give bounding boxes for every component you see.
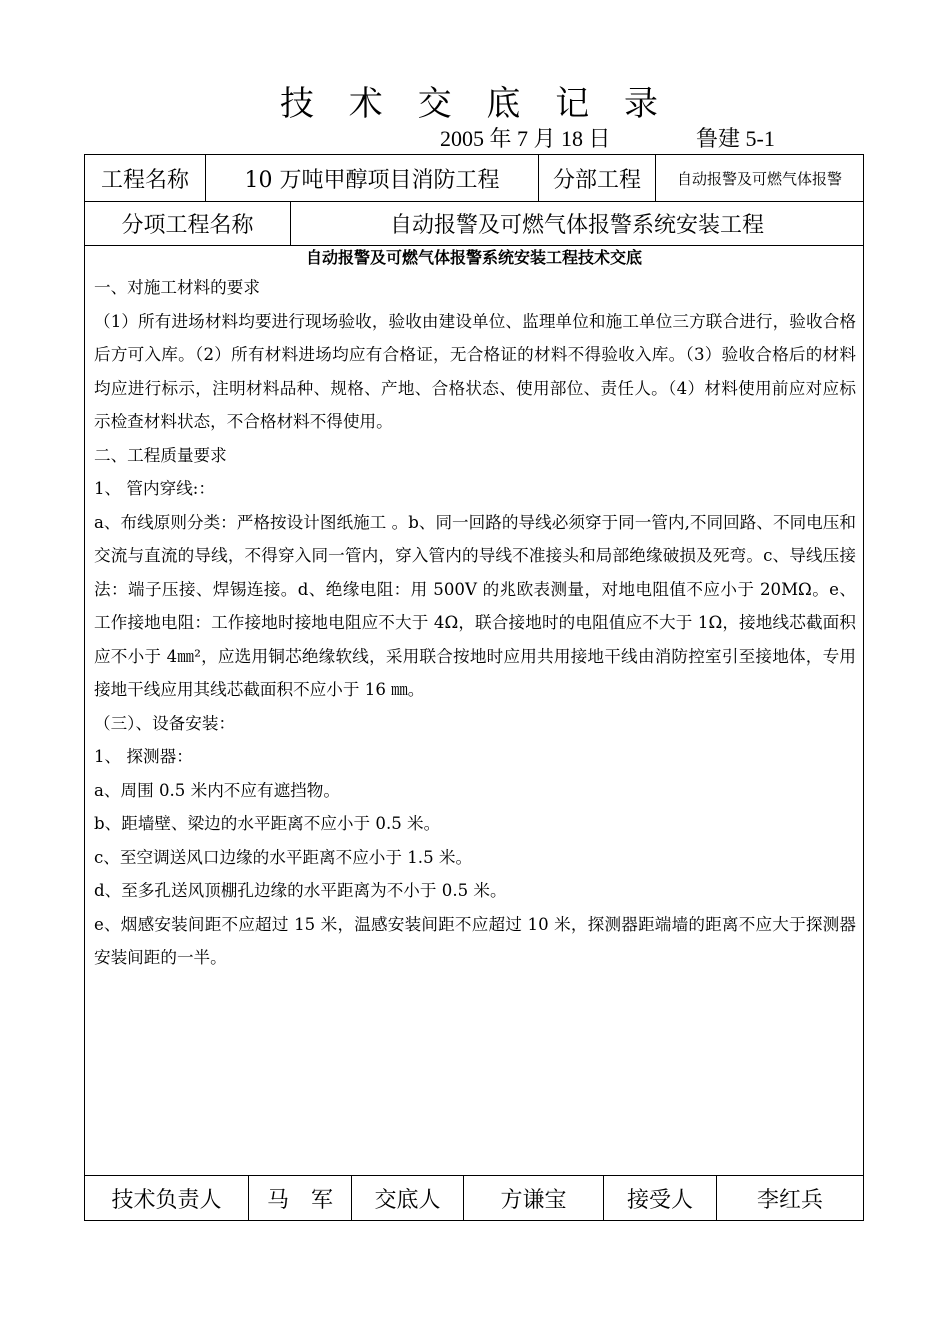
document-date: 2005 年 7 月 18 日 xyxy=(440,126,611,151)
date-line xyxy=(440,126,775,152)
section-heading: 一、对施工材料的要求 xyxy=(94,278,260,297)
project-name-value: 10 万吨甲醇项目消防工程 xyxy=(206,155,539,201)
list-item: e、烟感安装间距不应超过 15 米，温感安装间距不应超过 10 米，探测器距端墙的距离不应大于探测器安装间距的一半。 xyxy=(94,914,856,967)
sub-project-row xyxy=(85,202,863,246)
list-item: d、至多孔送风顶棚孔边缘的水平距离为不小于 0.5 米。 xyxy=(94,881,507,900)
disclosure-content xyxy=(85,246,863,1176)
paragraph: （1）所有进场材料均要进行现场验收，验收由建设单位、监理单位和施工单位三方联合进行，验收合格后方可入库。（2）所有材料进场均应有合格证，无合格证的材料不得验收入库。（3）验收合格后的材料均应进行标示，注明材料品种、规格、产地、合格状态、使用部位、责任人。（4）材料使用前应对应标示检查材料状态，不合格材料不得使用。 xyxy=(94,311,856,431)
receiver-name: 李红兵 xyxy=(756,1187,823,1213)
tech-lead-name: 马 军 xyxy=(249,1176,352,1220)
section-heading: 二、工程质量要求 xyxy=(94,445,227,465)
signature-row xyxy=(85,1176,863,1220)
list-item: b、距墙壁、梁边的水平距离不应小于 0.5 米。 xyxy=(94,814,441,833)
subsection-heading: 1、 探测器： xyxy=(94,747,193,766)
list-item: a、周围 0.5 米内不应有遮挡物。 xyxy=(94,780,340,800)
document-title: 技 术 交 底 记 录 xyxy=(279,84,671,124)
project-row xyxy=(85,155,863,202)
division-label: 分部工程 xyxy=(539,155,656,201)
handover-label: 交底人 xyxy=(352,1176,464,1220)
subsection-heading: 1、 管内穿线:： xyxy=(94,479,215,498)
paragraph: a、布线原则分类：严格按设计图纸施工 。b、同一回路的导线必须穿于同一管内,不同回路、不同电压和交流与直流的导线，不得穿入同一管内，穿入管内的导线不准接头和局部绝缘破损及死弯。c、导线压接法：端子压接、焊锡连接。d、绝缘电阻：用 500V 的兆欧表测量，对地电阻值不应小于 20MΩ。e、工作接地电阻：工作接地时接地电阻应不大于 4Ω，联合接地时的电阻值应不大于 1Ω，接地线芯截面积应不小于 4㎜²，应选用铜芯绝缘软线，采用联合按地时应用共用接地干线由消防控室引至接地体，专用接地干线应用其线芯截面积不应小于 16 ㎜。 xyxy=(94,512,856,699)
tech-lead-label: 技术负责人 xyxy=(85,1176,249,1220)
project-name-label: 工程名称 xyxy=(85,155,206,201)
handover-name: 方谦宝 xyxy=(464,1176,604,1220)
receiver-label: 接受人 xyxy=(604,1176,717,1220)
record-table xyxy=(84,154,864,1221)
section-heading: （三）、设备安装： xyxy=(94,713,236,733)
content-heading: 自动报警及可燃气体报警系统安装工程技术交底 xyxy=(305,248,642,267)
sub-project-value: 自动报警及可燃气体报警系统安装工程 xyxy=(389,213,764,238)
list-item: c、至空调送风口边缘的水平距离不应小于 1.5 米。 xyxy=(94,847,473,867)
sub-project-label: 分项工程名称 xyxy=(85,202,291,245)
document-code: 鲁建 5-1 xyxy=(696,126,775,151)
division-value: 自动报警及可燃气体报警 xyxy=(676,169,842,188)
content-body xyxy=(94,271,856,975)
